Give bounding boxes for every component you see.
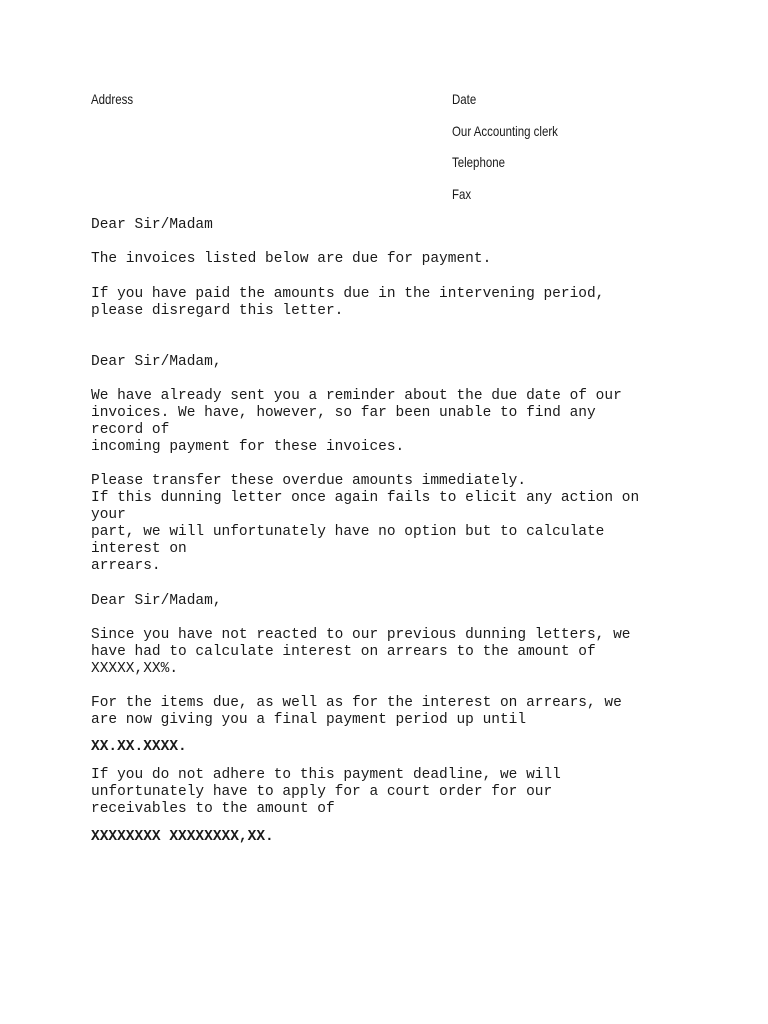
- payment-deadline: XX.XX.XXXX.: [91, 739, 187, 755]
- paragraph-line: unfortunately have to apply for a court order for our: [91, 784, 553, 800]
- address-label: Address: [91, 91, 134, 107]
- telephone-label: Telephone: [452, 154, 505, 170]
- paragraph-line: Since you have not reacted to our previous dunning letters, we: [91, 627, 631, 643]
- paragraph-line: For the items due, as well as for the interest on arrears, we: [91, 695, 622, 711]
- paragraph-line: record of: [91, 422, 170, 438]
- greeting: Dear Sir/Madam,: [91, 354, 222, 370]
- greeting: Dear Sir/Madam,: [91, 593, 222, 609]
- accounting-clerk-label: Our Accounting clerk: [452, 123, 558, 139]
- paragraph-line: please disregard this letter.: [91, 303, 344, 319]
- paragraph-line: If you do not adhere to this payment deadline, we will: [91, 767, 561, 783]
- date-label: Date: [452, 91, 477, 107]
- paragraph-line: We have already sent you a reminder about the due date of our: [91, 388, 622, 404]
- paragraph-line: interest on: [91, 541, 187, 557]
- paragraph-line: incoming payment for these invoices.: [91, 439, 405, 455]
- paragraph-line: Please transfer these overdue amounts immediately.: [91, 473, 527, 489]
- fax-label: Fax: [452, 186, 472, 202]
- paragraph-line: have had to calculate interest on arrears to the amount of: [91, 644, 596, 660]
- paragraph-line: invoices. We have, however, so far been unable to find any: [91, 405, 596, 421]
- paragraph-line: The invoices listed below are due for payment.: [91, 251, 492, 267]
- claim-amount: XXXXXXXX XXXXXXXX,XX.: [91, 829, 274, 845]
- paragraph-line: part, we will unfortunately have no option but to calculate: [91, 524, 605, 540]
- paragraph-line: XXXXX,XX%.: [91, 661, 179, 677]
- paragraph-line: If you have paid the amounts due in the intervening period,: [91, 286, 605, 302]
- paragraph-line: If this dunning letter once again fails to elicit any action on: [91, 490, 640, 506]
- greeting: Dear Sir/Madam: [91, 217, 213, 233]
- paragraph-line: arrears.: [91, 558, 161, 574]
- paragraph-line: receivables to the amount of: [91, 801, 335, 817]
- paragraph-line: are now giving you a final payment period up until: [91, 712, 527, 728]
- paragraph-line: your: [91, 507, 126, 523]
